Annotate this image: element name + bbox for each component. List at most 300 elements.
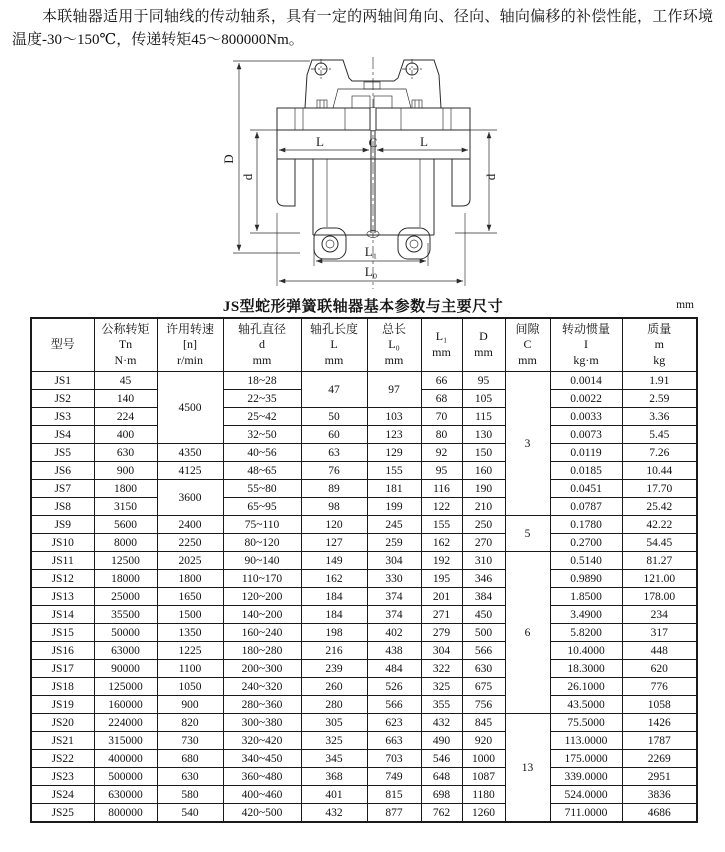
table-cell: 25000 xyxy=(94,588,157,606)
table-cell: 199 xyxy=(367,498,421,516)
table-row xyxy=(31,642,697,660)
table-cell: 1225 xyxy=(157,642,223,660)
table-cell: 402 xyxy=(367,624,421,642)
table-cell: JS22 xyxy=(31,750,94,768)
table-cell: 730 xyxy=(157,732,223,750)
table-cell: 25.42 xyxy=(622,498,697,516)
table-cell: 2400 xyxy=(157,516,223,534)
table-cell: 127 xyxy=(301,534,367,552)
table-header-row xyxy=(31,318,697,372)
table-cell: 18000 xyxy=(94,570,157,588)
table-cell: 0.2700 xyxy=(550,534,622,552)
table-cell: 0.0119 xyxy=(550,444,622,462)
table-cell: 4350 xyxy=(157,444,223,462)
table-row xyxy=(31,660,697,678)
table-cell: 566 xyxy=(367,696,421,714)
table-cell: 762 xyxy=(421,804,462,823)
table-cell: 484 xyxy=(367,660,421,678)
table-cell: 122 xyxy=(421,498,462,516)
table-cell: 648 xyxy=(421,768,462,786)
table-cell: 129 xyxy=(367,444,421,462)
table-cell: 368 xyxy=(301,768,367,786)
table-cell: 580 xyxy=(157,786,223,804)
table-cell: 1.8500 xyxy=(550,588,622,606)
table-cell: 630 xyxy=(94,444,157,462)
table-cell: 420~500 xyxy=(223,804,301,823)
table-cell: 0.1780 xyxy=(550,516,622,534)
table-cell: 355 xyxy=(421,696,462,714)
header-cell: 轴孔长度 L mm xyxy=(301,318,367,372)
table-row xyxy=(31,534,697,552)
table-cell: 490 xyxy=(421,732,462,750)
table-cell: 60 xyxy=(301,426,367,444)
table-cell: 325 xyxy=(301,732,367,750)
table-cell: 250 xyxy=(462,516,505,534)
table-cell: 245 xyxy=(367,516,421,534)
table-cell: 121.00 xyxy=(622,570,697,588)
table-cell: 620 xyxy=(622,660,697,678)
table-row xyxy=(31,408,697,426)
table-cell: JS2 xyxy=(31,390,94,408)
table-cell: 200~300 xyxy=(223,660,301,678)
table-cell: 1058 xyxy=(622,696,697,714)
table-cell: 123 xyxy=(367,426,421,444)
table-cell: 374 xyxy=(367,606,421,624)
table-cell: 259 xyxy=(367,534,421,552)
dim-label-C: C xyxy=(368,134,378,150)
table-cell: 17.70 xyxy=(622,480,697,498)
table-cell: JS13 xyxy=(31,588,94,606)
table-cell: 1650 xyxy=(157,588,223,606)
hub-right-edge xyxy=(452,130,470,206)
table-row xyxy=(31,372,697,390)
table-cell: JS20 xyxy=(31,714,94,732)
table-cell: 40~56 xyxy=(223,444,301,462)
table-cell: 0.5140 xyxy=(550,552,622,570)
table-row xyxy=(31,516,697,534)
table-cell: 75.5000 xyxy=(550,714,622,732)
table-cell: JS19 xyxy=(31,696,94,714)
table-cell: 210 xyxy=(462,498,505,516)
table-cell: 698 xyxy=(421,786,462,804)
table-cell: JS7 xyxy=(31,480,94,498)
table-cell: 317 xyxy=(622,624,697,642)
table-cell: 50 xyxy=(301,408,367,426)
parameters-table xyxy=(30,317,698,824)
header-cell: 总长 L₀ mm xyxy=(367,318,421,372)
table-cell: 0.0451 xyxy=(550,480,622,498)
table-row xyxy=(31,570,697,588)
table-cell: 279 xyxy=(421,624,462,642)
table-cell: 0.0185 xyxy=(550,462,622,480)
table-cell: JS10 xyxy=(31,534,94,552)
table-cell: 1426 xyxy=(622,714,697,732)
table-cell: 0.0073 xyxy=(550,426,622,444)
table-cell: 448 xyxy=(622,642,697,660)
dim-label-L1: L₁ xyxy=(364,243,378,259)
table-cell: 110~170 xyxy=(223,570,301,588)
table-cell: 877 xyxy=(367,804,421,823)
table-row xyxy=(31,714,697,732)
table-cell: 184 xyxy=(301,606,367,624)
table-cell: 1.91 xyxy=(622,372,697,390)
header-cell: 质量 m kg xyxy=(622,318,697,372)
table-cell: JS17 xyxy=(31,660,94,678)
table-cell: 1087 xyxy=(462,768,505,786)
table-cell: 120~200 xyxy=(223,588,301,606)
table-row xyxy=(31,678,697,696)
table-cell: 155 xyxy=(367,462,421,480)
table-cell: JS18 xyxy=(31,678,94,696)
header-cell: 公称转矩 Tn N·m xyxy=(94,318,157,372)
hub-left-edge xyxy=(277,130,295,206)
table-cell: 160 xyxy=(462,462,505,480)
table-cell: 195 xyxy=(421,570,462,588)
table-cell: 70 xyxy=(421,408,462,426)
table-cell: 630 xyxy=(462,660,505,678)
table-cell: 192 xyxy=(421,552,462,570)
table-cell: 2025 xyxy=(157,552,223,570)
dim-label-d-left: d xyxy=(240,173,255,180)
table-cell: 216 xyxy=(301,642,367,660)
table-cell: 18~28 xyxy=(223,372,301,390)
table-cell: 25~42 xyxy=(223,408,301,426)
table-cell: 400 xyxy=(94,426,157,444)
table-cell: 280 xyxy=(301,696,367,714)
table-cell: 120 xyxy=(301,516,367,534)
table-cell: 304 xyxy=(367,552,421,570)
table-cell: 820 xyxy=(157,714,223,732)
table-cell: JS24 xyxy=(31,786,94,804)
table-cell: 270 xyxy=(462,534,505,552)
bolt-hole-icon xyxy=(311,59,331,79)
table-cell: 181 xyxy=(367,480,421,498)
dim-label-d-right: d xyxy=(483,173,498,180)
table-cell: 162 xyxy=(421,534,462,552)
table-cell: 623 xyxy=(367,714,421,732)
table-cell: 184 xyxy=(301,588,367,606)
table-cell: 18.3000 xyxy=(550,660,622,678)
table-cell: 776 xyxy=(622,678,697,696)
table-cell: JS5 xyxy=(31,444,94,462)
table-cell: 48~65 xyxy=(223,462,301,480)
table-cell: 2951 xyxy=(622,768,697,786)
table-cell: 45 xyxy=(94,372,157,390)
header-cell: 许用转速 [n] r/min xyxy=(157,318,223,372)
table-cell: JS25 xyxy=(31,804,94,823)
table-row xyxy=(31,750,697,768)
table-cell: 756 xyxy=(462,696,505,714)
table-cell: 1180 xyxy=(462,786,505,804)
table-cell: 68 xyxy=(421,390,462,408)
table-cell: 10.4000 xyxy=(550,642,622,660)
table-cell: JS14 xyxy=(31,606,94,624)
table-cell: JS12 xyxy=(31,570,94,588)
table-cell: 260 xyxy=(301,678,367,696)
table-cell: 345 xyxy=(301,750,367,768)
table-cell: 13 xyxy=(505,714,550,823)
table-cell: 305 xyxy=(301,714,367,732)
table-cell: 432 xyxy=(301,804,367,823)
table-cell: 0.0787 xyxy=(550,498,622,516)
table-cell: 400000 xyxy=(94,750,157,768)
table-cell: 280~360 xyxy=(223,696,301,714)
table-cell: 80 xyxy=(421,426,462,444)
table-cell: 95 xyxy=(462,372,505,390)
hex-bolt-icon xyxy=(398,228,430,259)
table-cell: 339.0000 xyxy=(550,768,622,786)
table-row xyxy=(31,444,697,462)
table-cell: 450 xyxy=(462,606,505,624)
table-cell: 198 xyxy=(301,624,367,642)
table-cell: 98 xyxy=(301,498,367,516)
table-cell: 55~80 xyxy=(223,480,301,498)
table-cell: 224000 xyxy=(94,714,157,732)
table-row xyxy=(31,696,697,714)
header-cell: 型号 xyxy=(31,318,94,372)
table-cell: 162 xyxy=(301,570,367,588)
table-cell: 3.4900 xyxy=(550,606,622,624)
header-cell: D mm xyxy=(462,318,505,372)
table-cell: 384 xyxy=(462,588,505,606)
table-cell: 346 xyxy=(462,570,505,588)
table-cell: 663 xyxy=(367,732,421,750)
table-cell: 1787 xyxy=(622,732,697,750)
table-cell: 2250 xyxy=(157,534,223,552)
hex-bolt-icon xyxy=(314,228,346,259)
table-cell: 1000 xyxy=(462,750,505,768)
table-row xyxy=(31,804,697,823)
table-cell: 566 xyxy=(462,642,505,660)
table-cell: 116 xyxy=(421,480,462,498)
table-cell: 105 xyxy=(462,390,505,408)
table-cell: 546 xyxy=(421,750,462,768)
table-cell: 711.0000 xyxy=(550,804,622,823)
table-row xyxy=(31,786,697,804)
table-cell: 340~450 xyxy=(223,750,301,768)
table-cell: 3.36 xyxy=(622,408,697,426)
table-row xyxy=(31,624,697,642)
table-row xyxy=(31,732,697,750)
table-row xyxy=(31,426,697,444)
table-cell: 315000 xyxy=(94,732,157,750)
table-cell: JS4 xyxy=(31,426,94,444)
table-cell: 310 xyxy=(462,552,505,570)
table-cell: 130 xyxy=(462,426,505,444)
table-cell: 320~420 xyxy=(223,732,301,750)
table-cell: 1050 xyxy=(157,678,223,696)
table-cell: 76 xyxy=(301,462,367,480)
table-cell: JS11 xyxy=(31,552,94,570)
table-cell: 63000 xyxy=(94,642,157,660)
table-cell: 401 xyxy=(301,786,367,804)
table-cell: 800000 xyxy=(94,804,157,823)
table-cell: 5.45 xyxy=(622,426,697,444)
table-cell: 54.45 xyxy=(622,534,697,552)
table-cell: 32~50 xyxy=(223,426,301,444)
table-cell: 815 xyxy=(367,786,421,804)
table-cell: 90000 xyxy=(94,660,157,678)
table-cell: 6 xyxy=(505,552,550,714)
table-cell: JS16 xyxy=(31,642,94,660)
table-cell: 75~110 xyxy=(223,516,301,534)
table-row xyxy=(31,480,697,498)
table-cell: 360~480 xyxy=(223,768,301,786)
table-cell: JS15 xyxy=(31,624,94,642)
table-cell: 271 xyxy=(421,606,462,624)
table-cell: 500000 xyxy=(94,768,157,786)
table-cell: 149 xyxy=(301,552,367,570)
table-cell: 703 xyxy=(367,750,421,768)
table-cell: 304 xyxy=(421,642,462,660)
table-cell: 43.5000 xyxy=(550,696,622,714)
table-cell: 300~380 xyxy=(223,714,301,732)
spring-seat xyxy=(333,89,411,108)
header-cell: 轴孔直径 d mm xyxy=(223,318,301,372)
table-cell: 400~460 xyxy=(223,786,301,804)
table-cell: 322 xyxy=(421,660,462,678)
table-title: JS型蛇形弹簧联轴器基本参数与主要尺寸 xyxy=(222,298,504,315)
table-cell: 47 xyxy=(301,372,367,408)
coupling-figure xyxy=(0,55,725,293)
table-cell: 90~140 xyxy=(223,552,301,570)
header-cell: 转动惯量 I kg·m xyxy=(550,318,622,372)
table-cell: 4125 xyxy=(157,462,223,480)
table-cell: JS21 xyxy=(31,732,94,750)
table-cell: JS23 xyxy=(31,768,94,786)
table-cell: 26.1000 xyxy=(550,678,622,696)
table-cell: 12500 xyxy=(94,552,157,570)
table-cell: 680 xyxy=(157,750,223,768)
table-cell: 325 xyxy=(421,678,462,696)
table-cell: 1800 xyxy=(157,570,223,588)
table-cell: 900 xyxy=(94,462,157,480)
table-row xyxy=(31,588,697,606)
table-cell: 63 xyxy=(301,444,367,462)
table-cell: 3600 xyxy=(157,480,223,516)
table-cell: 239 xyxy=(301,660,367,678)
table-cell: 22~35 xyxy=(223,390,301,408)
table-cell: 10.44 xyxy=(622,462,697,480)
table-cell: 180~280 xyxy=(223,642,301,660)
table-cell: 175.0000 xyxy=(550,750,622,768)
table-cell: 4686 xyxy=(622,804,697,823)
fastener-icon xyxy=(317,100,327,108)
table-cell: 540 xyxy=(157,804,223,823)
coupling-cross-section-drawing xyxy=(0,55,725,293)
table-cell: 115 xyxy=(462,408,505,426)
table-cell: 749 xyxy=(367,768,421,786)
table-cell: 7.26 xyxy=(622,444,697,462)
table-row xyxy=(31,768,697,786)
table-cell: 0.9890 xyxy=(550,570,622,588)
table-cell: 155 xyxy=(421,516,462,534)
table-cell: 8000 xyxy=(94,534,157,552)
table-cell: 125000 xyxy=(94,678,157,696)
dim-label-L-left: L xyxy=(316,133,324,149)
table-row xyxy=(31,462,697,480)
table-cell: JS8 xyxy=(31,498,94,516)
table-cell: 178.00 xyxy=(622,588,697,606)
table-cell: 2269 xyxy=(622,750,697,768)
table-cell: 630 xyxy=(157,768,223,786)
table-cell: 201 xyxy=(421,588,462,606)
table-cell: 150 xyxy=(462,444,505,462)
table-cell: 92 xyxy=(421,444,462,462)
table-cell: 4500 xyxy=(157,372,223,444)
table-cell: 374 xyxy=(367,588,421,606)
table-cell: 0.0022 xyxy=(550,390,622,408)
table-cell: 900 xyxy=(157,696,223,714)
fastener-icon xyxy=(412,100,422,108)
table-cell: JS6 xyxy=(31,462,94,480)
table-cell: 140~200 xyxy=(223,606,301,624)
header-cell: L₁ mm xyxy=(421,318,462,372)
table-cell: 65~95 xyxy=(223,498,301,516)
table-cell: 80~120 xyxy=(223,534,301,552)
table-cell: 140 xyxy=(94,390,157,408)
table-cell: 160~240 xyxy=(223,624,301,642)
table-cell: 190 xyxy=(462,480,505,498)
table-cell: 50000 xyxy=(94,624,157,642)
table-cell: 675 xyxy=(462,678,505,696)
table-cell: 160000 xyxy=(94,696,157,714)
table-cell: 35500 xyxy=(94,606,157,624)
table-cell: 95 xyxy=(421,462,462,480)
table-cell: 5600 xyxy=(94,516,157,534)
dim-label-L0: L₀ xyxy=(364,263,378,279)
table-cell: 97 xyxy=(367,372,421,408)
intro-paragraph: 本联轴器适用于同轴线的传动轴系，具有一定的两轴间角向、径向、轴向偏移的补偿性能，工作环境温度-30～150℃，传递转矩45～800000Nm。 xyxy=(12,9,713,49)
table-cell: 66 xyxy=(421,372,462,390)
table-cell: 1800 xyxy=(94,480,157,498)
table-cell: 224 xyxy=(94,408,157,426)
unit-note: mm xyxy=(676,298,694,311)
table-cell: 0.0033 xyxy=(550,408,622,426)
table-cell: 103 xyxy=(367,408,421,426)
table-title-row xyxy=(30,295,696,316)
table-cell: 438 xyxy=(367,642,421,660)
header-cell: 间隙 C mm xyxy=(505,318,550,372)
table-cell: 1500 xyxy=(157,606,223,624)
table-cell: 500 xyxy=(462,624,505,642)
table-cell: 3836 xyxy=(622,786,697,804)
table-cell: 432 xyxy=(421,714,462,732)
table-cell: 5 xyxy=(505,516,550,552)
table-row xyxy=(31,498,697,516)
dim-label-D: D xyxy=(221,153,236,164)
table-cell: 0.0014 xyxy=(550,372,622,390)
table-cell: JS1 xyxy=(31,372,94,390)
table-cell: 920 xyxy=(462,732,505,750)
table-cell: 3150 xyxy=(94,498,157,516)
table-cell: 3 xyxy=(505,372,550,516)
table-row xyxy=(31,552,697,570)
dim-label-L-right: L xyxy=(420,133,428,149)
table-cell: 89 xyxy=(301,480,367,498)
table-cell: 524.0000 xyxy=(550,786,622,804)
table-cell: JS3 xyxy=(31,408,94,426)
table-cell: 5.8200 xyxy=(550,624,622,642)
table-cell: 113.0000 xyxy=(550,732,622,750)
table-cell: 2.59 xyxy=(622,390,697,408)
table-cell: 845 xyxy=(462,714,505,732)
table-cell: JS9 xyxy=(31,516,94,534)
table-cell: 42.22 xyxy=(622,516,697,534)
table-cell: 240~320 xyxy=(223,678,301,696)
table-cell: 330 xyxy=(367,570,421,588)
table-cell: 1100 xyxy=(157,660,223,678)
